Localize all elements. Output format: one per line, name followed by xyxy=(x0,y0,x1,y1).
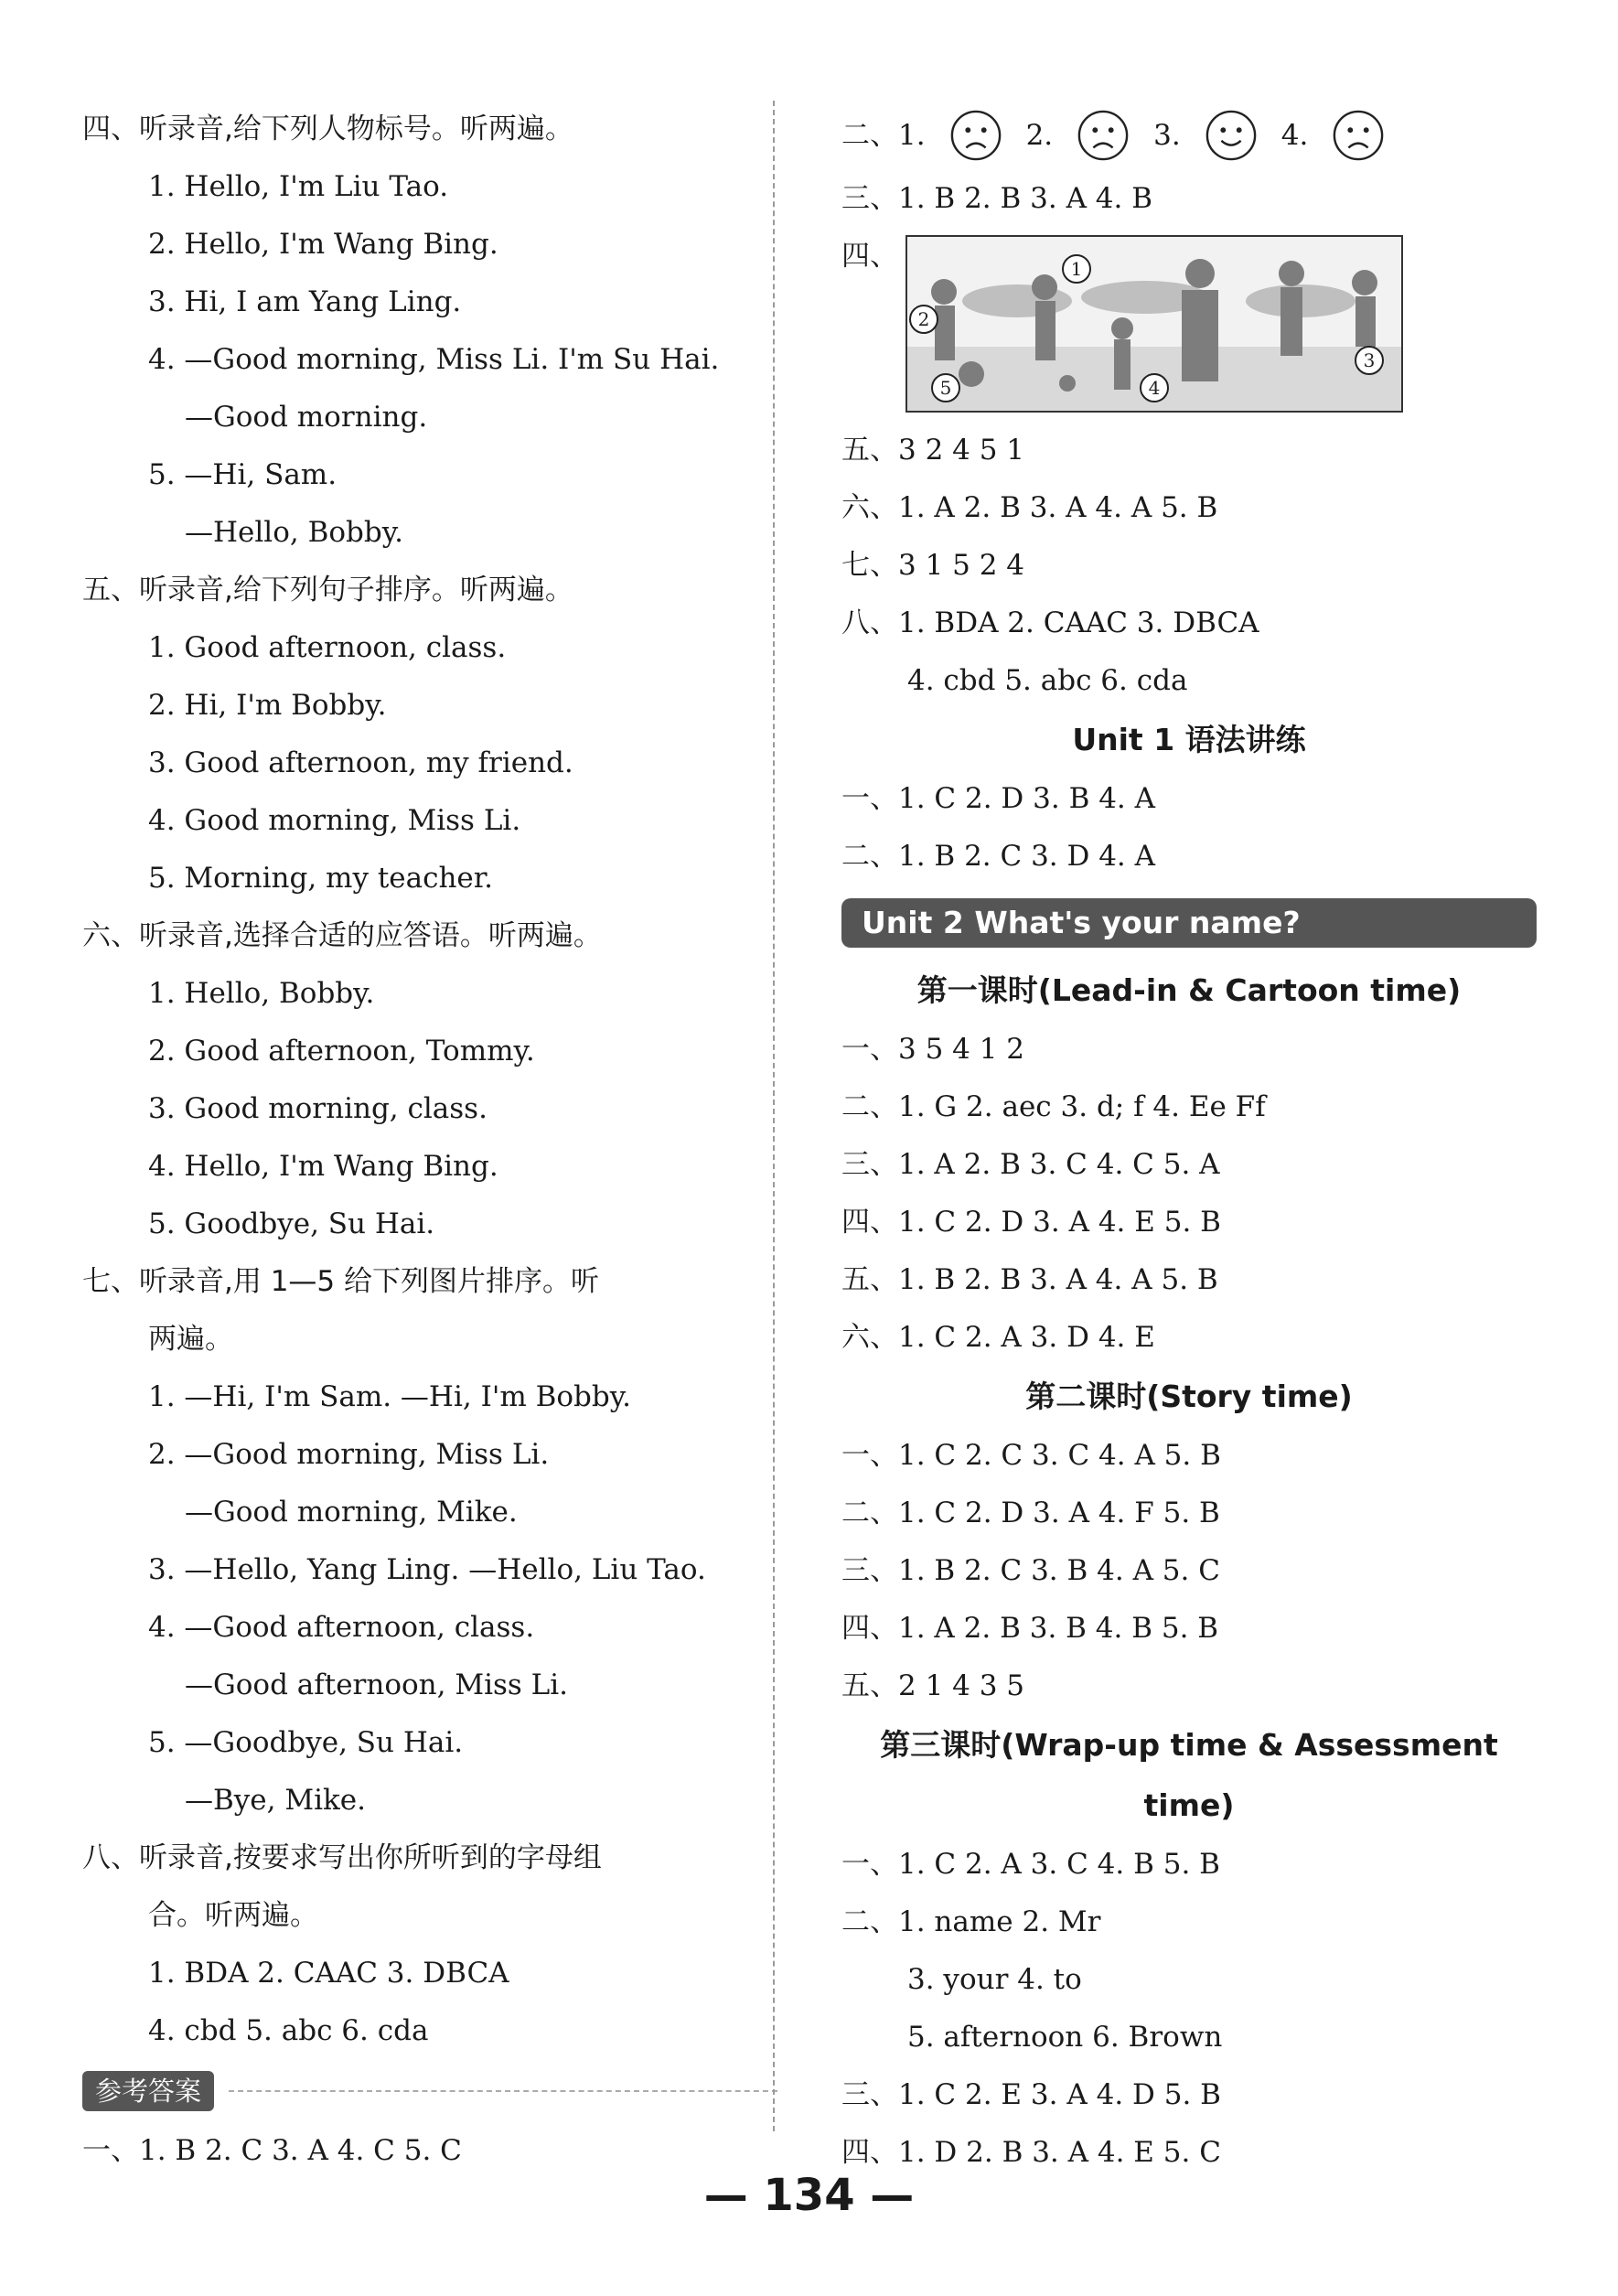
q7-item: 2. —Good morning, Miss Li. xyxy=(148,1438,550,1471)
grammar-heading: Unit 1 语法讲练 xyxy=(1072,722,1306,757)
lesson3-answers: 三、1. C 2. E 3. A 4. D 5. B xyxy=(841,2078,1221,2111)
q6-item: 3. Good morning, class. xyxy=(148,1092,488,1125)
q4-item: 3. Hi, I am Yang Ling. xyxy=(148,285,462,318)
scene-number: 2 xyxy=(917,308,930,330)
lesson3-answers: 四、1. D 2. B 3. A 4. E 5. C xyxy=(841,2136,1221,2169)
answer-key-label: 参考答案 xyxy=(82,2071,214,2111)
lesson2-answers: 四、1. A 2. B 3. B 4. B 5. B xyxy=(841,1612,1219,1645)
face-label: 3. xyxy=(1153,119,1181,152)
q6-title: 六、听录音,选择合适的应答语。听两遍。 xyxy=(82,919,602,952)
lesson3-heading: 第三课时(Wrap-up time & Assessment time) xyxy=(880,1727,1498,1823)
answer-line: 一、1. B 2. C 3. A 4. C 5. C xyxy=(82,2134,462,2167)
q7-item: 3. —Hello, Yang Ling. —Hello, Liu Tao. xyxy=(148,1553,706,1586)
r4-prefix: 四、 xyxy=(841,240,898,273)
lesson1-answers: 三、1. A 2. B 3. C 4. C 5. A xyxy=(841,1148,1220,1181)
q5-item: 3. Good afternoon, my friend. xyxy=(148,746,573,779)
r6-answers: 六、1. A 2. B 3. A 4. A 5. B xyxy=(841,491,1218,524)
q7-item: —Good morning, Mike. xyxy=(185,1496,518,1529)
q5-title: 五、听录音,给下列句子排序。听两遍。 xyxy=(82,574,573,606)
face-label: 4. xyxy=(1280,119,1309,152)
sad-face-icon xyxy=(1077,109,1130,162)
lesson2-answers: 五、2 1 4 3 5 xyxy=(841,1669,1025,1702)
q5-item: 2. Hi, I'm Bobby. xyxy=(148,689,387,722)
q7-title: 七、听录音,用 1—5 给下列图片排序。听 xyxy=(82,1265,600,1298)
q7-item: 5. —Goodbye, Su Hai. xyxy=(148,1726,464,1759)
lesson3-answers: 二、1. name 2. Mr xyxy=(841,1905,1101,1938)
scene-number: 3 xyxy=(1363,349,1376,371)
r8-answers: 4. cbd 5. abc 6. cda xyxy=(907,664,1188,697)
q4-item: 4. —Good morning, Miss Li. I'm Su Hai. xyxy=(148,343,720,376)
q5-item: 4. Good morning, Miss Li. xyxy=(148,804,521,837)
lesson1-answers: 二、1. G 2. aec 3. d; f 4. Ee Ff xyxy=(841,1090,1266,1123)
r7-answers: 七、3 1 5 2 4 xyxy=(841,549,1025,582)
lesson1-answers: 六、1. C 2. A 3. D 4. E xyxy=(841,1321,1155,1354)
grammar-answers: 二、1. B 2. C 3. D 4. A xyxy=(841,840,1156,873)
left-column xyxy=(82,101,777,2180)
column-divider xyxy=(773,101,775,2131)
q6-item: 4. Hello, I'm Wang Bing. xyxy=(148,1150,498,1183)
q8-answers: 1. BDA 2. CAAC 3. DBCA xyxy=(148,1957,509,1990)
r5-answers: 五、3 2 4 5 1 xyxy=(841,434,1025,467)
right-column xyxy=(841,101,1537,2182)
q7-title-cont: 两遍。 xyxy=(148,1323,233,1356)
q4-item: 2. Hello, I'm Wang Bing. xyxy=(148,228,498,261)
q6-item: 1. Hello, Bobby. xyxy=(148,977,375,1010)
lesson2-answers: 一、1. C 2. C 3. C 4. A 5. B xyxy=(841,1439,1221,1472)
q6-item: 2. Good afternoon, Tommy. xyxy=(148,1035,535,1068)
q8-answers: 4. cbd 5. abc 6. cda xyxy=(148,2014,429,2047)
scene-number: 4 xyxy=(1148,377,1161,399)
q7-item: —Bye, Mike. xyxy=(185,1784,366,1817)
q7-item: —Good afternoon, Miss Li. xyxy=(185,1668,569,1701)
r4-row xyxy=(841,228,1537,422)
lesson2-heading: 第二课时(Story time) xyxy=(1025,1379,1353,1414)
r8-answers: 八、1. BDA 2. CAAC 3. DBCA xyxy=(841,606,1259,639)
q4-item: 1. Hello, I'm Liu Tao. xyxy=(148,170,449,203)
q6-item: 5. Goodbye, Su Hai. xyxy=(148,1207,435,1240)
page-number: — 134 — xyxy=(703,2170,915,2221)
lesson1-heading: 第一课时(Lead-in & Cartoon time) xyxy=(916,972,1462,1008)
lesson1-answers: 五、1. B 2. B 3. A 4. A 5. B xyxy=(841,1263,1218,1296)
q4-title: 四、听录音,给下列人物标号。听两遍。 xyxy=(82,113,573,145)
q5-item: 1. Good afternoon, class. xyxy=(148,631,507,664)
classroom-scene-illustration xyxy=(905,235,1403,413)
happy-face-icon xyxy=(1205,109,1258,162)
lesson3-answers: 一、1. C 2. A 3. C 4. B 5. B xyxy=(841,1848,1220,1881)
lesson3-answers: 5. afternoon 6. Brown xyxy=(907,2021,1223,2054)
q8-title: 八、听录音,按要求写出你所听到的字母组 xyxy=(82,1841,602,1874)
q7-item: 4. —Good afternoon, class. xyxy=(148,1611,535,1644)
face-label: 2. xyxy=(1025,119,1054,152)
sad-face-icon xyxy=(1332,109,1385,162)
lesson2-answers: 二、1. C 2. D 3. A 4. F 5. B xyxy=(841,1497,1220,1529)
dashed-divider xyxy=(229,2090,777,2092)
sad-face-icon xyxy=(949,109,1002,162)
faces-row xyxy=(841,101,1537,170)
q4-item: —Good morning. xyxy=(185,401,428,434)
q5-item: 5. Morning, my teacher. xyxy=(148,862,494,895)
q4-item: —Hello, Bobby. xyxy=(185,516,403,549)
faces-prefix: 二、1. xyxy=(841,119,926,152)
lesson3-answers: 3. your 4. to xyxy=(907,1963,1082,1996)
scene-number: 5 xyxy=(939,377,952,399)
r3-answers: 三、1. B 2. B 3. A 4. B xyxy=(841,182,1153,215)
grammar-answers: 一、1. C 2. D 3. B 4. A xyxy=(841,782,1156,815)
q8-title-cont: 合。听两遍。 xyxy=(148,1899,318,1932)
lesson2-answers: 三、1. B 2. C 3. B 4. A 5. C xyxy=(841,1554,1220,1587)
q7-item: 1. —Hi, I'm Sam. —Hi, I'm Bobby. xyxy=(148,1380,631,1413)
answer-key-header xyxy=(82,2071,777,2111)
lesson1-answers: 四、1. C 2. D 3. A 4. E 5. B xyxy=(841,1206,1221,1239)
q4-item: 5. —Hi, Sam. xyxy=(148,458,338,491)
lesson1-answers: 一、3 5 4 1 2 xyxy=(841,1033,1025,1066)
scene-number: 1 xyxy=(1070,258,1083,280)
unit2-banner: Unit 2 What's your name? xyxy=(841,898,1537,948)
